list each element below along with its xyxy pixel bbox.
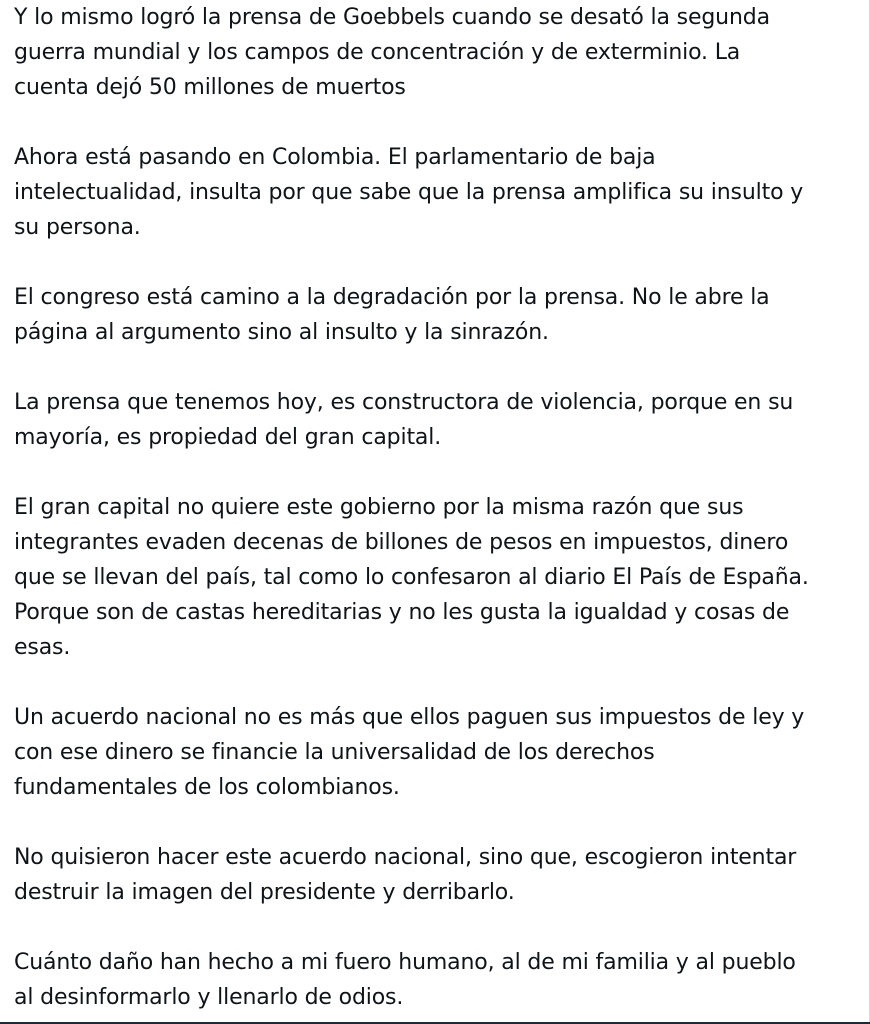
text-line: Porque son de castas hereditarias y no les gusta la igualdad y cosas de: [14, 600, 790, 625]
text-line: El gran capital no quiere este gobierno por la misma razón que sus: [14, 495, 744, 520]
paragraph-gap: [14, 805, 864, 840]
tweet-paragraph-4: [14, 385, 864, 455]
text-line: intelectualidad, insulta por que sabe que la prensa amplifica su insulto y: [14, 180, 804, 205]
text-line: al desinformarlo y llenarlo de odios.: [14, 985, 404, 1010]
text-line: esas.: [14, 635, 71, 660]
paragraph-gap: [14, 910, 864, 945]
text-line: que se llevan del país, tal como lo confesaron al diario El País de España.: [14, 565, 809, 590]
text-line: Ahora está pasando en Colombia. El parlamentario de baja: [14, 145, 656, 170]
text-line: página al argumento sino al insulto y la sinrazón.: [14, 320, 549, 345]
tweet-paragraph-6: [14, 700, 864, 805]
paragraph-gap: [14, 105, 864, 140]
text-line: fundamentales de los colombianos.: [14, 775, 400, 800]
tweet-paragraph-3: [14, 280, 864, 350]
paragraph-gap: [14, 350, 864, 385]
paragraph-gap: [14, 455, 864, 490]
text-line: El congreso está camino a la degradación por la prensa. No le abre la: [14, 285, 770, 310]
text-line: Y lo mismo logró la prensa de Goebbels cuando se desató la segunda: [14, 5, 770, 30]
text-line: su persona.: [14, 215, 141, 240]
text-line: con ese dinero se financie la universalidad de los derechos: [14, 740, 655, 765]
text-line: Cuánto daño han hecho a mi fuero humano, al de mi familia y al pueblo: [14, 950, 796, 975]
text-line: Un acuerdo nacional no es más que ellos paguen sus impuestos de ley y: [14, 705, 805, 730]
paragraph-gap: [14, 665, 864, 700]
text-line: La prensa que tenemos hoy, es constructora de violencia, porque en su: [14, 390, 794, 415]
tweet-paragraph-1: [14, 0, 864, 105]
tweet-paragraph-5: [14, 490, 864, 665]
text-line: cuenta dejó 50 millones de muertos: [14, 75, 406, 100]
tweet-paragraph-8: [14, 945, 864, 1015]
paragraph-gap: [14, 245, 864, 280]
text-line: No quisieron hacer este acuerdo nacional, sino que, escogieron intentar: [14, 845, 797, 870]
tweet-paragraph-2: [14, 140, 864, 245]
tweet-paragraph-7: [14, 840, 864, 910]
text-line: mayoría, es propiedad del gran capital.: [14, 425, 442, 450]
text-line: guerra mundial y los campos de concentración y de exterminio. La: [14, 40, 741, 65]
text-line: integrantes evaden decenas de billones de pesos en impuestos, dinero: [14, 530, 789, 555]
tweet-text: [14, 0, 864, 1015]
text-line: destruir la imagen del presidente y derribarlo.: [14, 880, 515, 905]
